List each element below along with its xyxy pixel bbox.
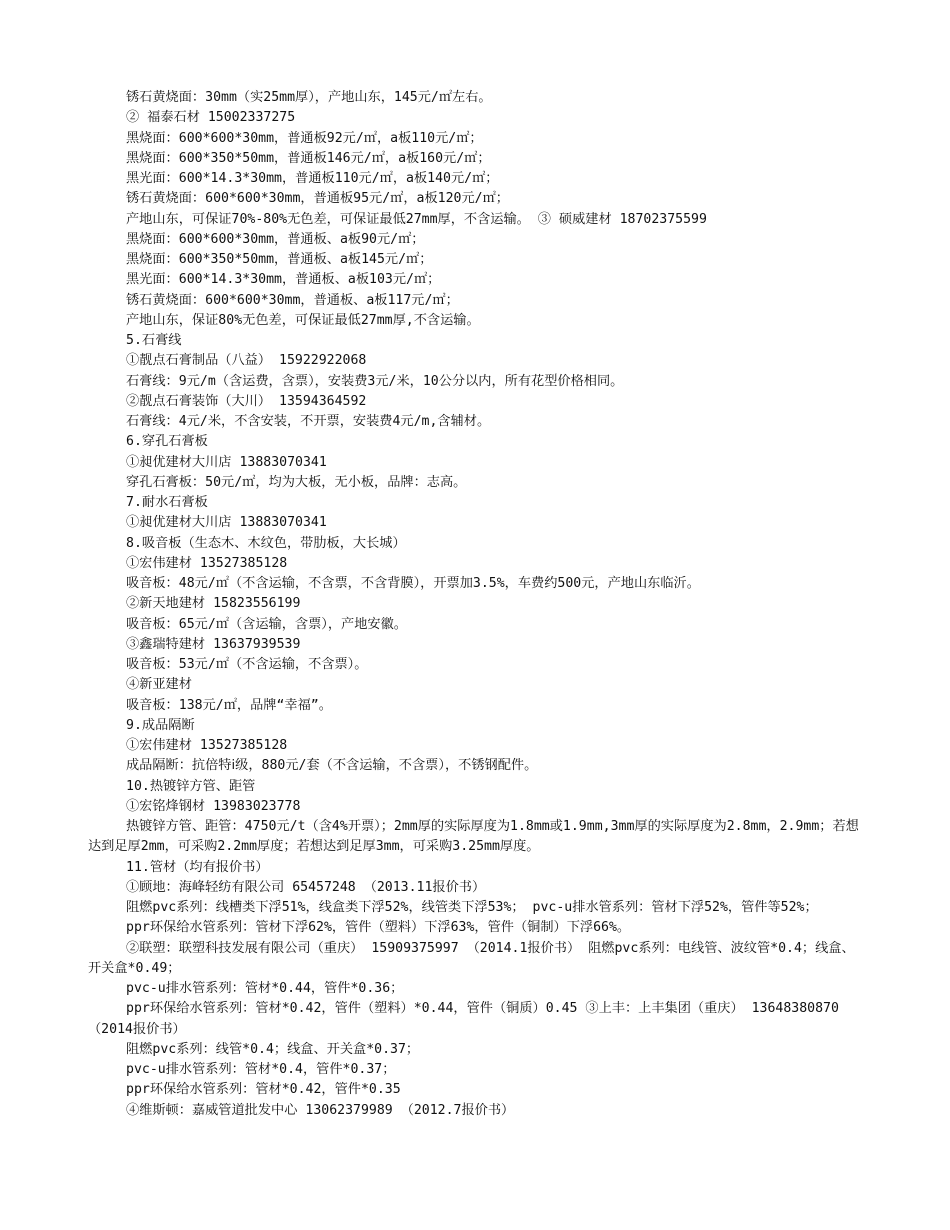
text-line: ①宏伟建材 13527385128 <box>126 555 288 571</box>
text-line: ①宏伟建材 13527385128 <box>126 738 288 753</box>
text-line: 石膏线：4元/米，不含安装，不开票，安装费4元/m,含辅材。 <box>126 414 491 429</box>
text-line: 10.热镀锌方管、距管 <box>126 778 256 794</box>
text-line: ppr环保给水管系列：管材*0.42，管件*0.35 <box>126 1082 401 1098</box>
text-line: ④新亚建材 <box>126 677 192 693</box>
text-line: 黑烧面：600*350*50mm，普通板146元/㎡，a板160元/㎡； <box>126 150 491 166</box>
text-line: pvc-u排水管系列：管材*0.44，管件*0.36； <box>126 981 404 996</box>
text-line: 穿孔石膏板：50元/㎡，均为大板，无小板，品牌：志高。 <box>126 474 467 490</box>
text-line: 锈石黄烧面：600*600*30mm，普通板、a板117元/㎡； <box>126 292 459 308</box>
text-line: 产地山东，保证80%无色差，可保证最低27mm厚,不含运输。 <box>126 312 480 328</box>
text-line: ①昶优建材大川店 13883070341 <box>126 454 327 470</box>
text-line: 吸音板：48元/㎡（不含运输，不含票，不含背膜），开票加3.5%，车费约500元，产地山东临沂。 <box>126 576 700 591</box>
text-line: 6.穿孔石膏板 <box>126 434 208 450</box>
text-line: ② 福泰石材 15002337275 <box>126 110 296 126</box>
text-line: ②联塑：联塑科技发展有限公司（重庆） 15909375997 （2014.1报价书） 阻燃pvc系列：电线管、波纹管*0.4；线盒、开关盒*0.49； <box>88 940 855 976</box>
text-line: 黑烧面：600*600*30mm，普通板、a板90元/㎡； <box>126 231 425 247</box>
text-line: ②新天地建材 15823556199 <box>126 596 301 612</box>
text-line: ①顾地：海峰轻纺有限公司 65457248 （2013.11报价书） <box>126 879 486 895</box>
text-line: ④维斯顿：嘉威管道批发中心 13062379989 （2012.7报价书） <box>126 1102 515 1118</box>
text-line: 黑光面：600*14.3*30mm，普通板110元/㎡，a板140元/㎡； <box>126 171 499 186</box>
text-line: 11.管材（均有报价书） <box>126 859 269 875</box>
text-line: 石膏线：9元/m（含运费，含票），安装费3元/米，10公分以内，所有花型价格相同。 <box>126 373 624 389</box>
text-line: 黑烧面：600*600*30mm，普通板92元/㎡，a板110元/㎡； <box>126 130 483 146</box>
text-line: ppr环保给水管系列：管材*0.42，管件（塑料）*0.44，管件（铜质）0.45 ③上丰：上丰集团（重庆） 13648380870 （2014报价书） <box>88 1001 839 1037</box>
text-line: ①靓点石膏制品（八益） 15922922068 <box>126 353 367 369</box>
text-line: 7.耐水石膏板 <box>126 495 208 510</box>
text-line: pvc-u排水管系列：管材*0.4，管件*0.37； <box>126 1062 396 1077</box>
text-line: 吸音板：138元/㎡，品牌“幸福”。 <box>126 697 332 713</box>
text-line: ③鑫瑞特建材 13637939539 <box>126 636 301 652</box>
text-line: ①宏铭烽钢材 13983023778 <box>126 798 301 814</box>
text-line: 5.石膏线 <box>126 333 182 348</box>
text-line: 吸音板：65元/㎡（含运输，含票），产地安徽。 <box>126 616 407 632</box>
text-line: 锈石黄烧面：600*600*30mm，普通板95元/㎡，a板120元/㎡； <box>126 191 509 207</box>
text-line: 黑光面：600*14.3*30mm，普通板、a板103元/㎡； <box>126 272 441 288</box>
text-line: ppr环保给水管系列：管材下浮62%，管件（塑料）下浮63%，管件（铜制）下浮66%。 <box>126 920 631 936</box>
text-line: 8.吸音板（生态木、木纹色，带肋板，大长城） <box>126 535 406 551</box>
text-line: 阻燃pvc系列：线槽类下浮51%，线盒类下浮52%，线管类下浮53%； pvc-u排水管系列：管材下浮52%，管件等52%； <box>126 900 818 915</box>
text-line: 9.成品隔断 <box>126 717 195 733</box>
text-line: 锈石黄烧面：30mm（实25mm厚），产地山东，145元/㎡左右。 <box>126 90 492 105</box>
text-line: 黑烧面：600*350*50mm，普通板、a板145元/㎡； <box>126 252 433 267</box>
text-line: 阻燃pvc系列：线管*0.4；线盒、开关盒*0.37； <box>126 1041 420 1057</box>
text-line: ①昶优建材大川店 13883070341 <box>126 515 327 531</box>
text-line: 吸音板：53元/㎡（不含运输，不含票）。 <box>126 657 368 672</box>
text-line: ②靓点石膏装饰（大川） 13594364592 <box>126 393 367 409</box>
text-line: 产地山东，可保证70%-80%无色差，可保证最低27mm厚，不含运输。 ③ 硕威建材 18702375599 <box>126 211 707 227</box>
text-line: 热镀锌方管、距管：4750元/t（含4%开票）；2mm厚的实际厚度为1.8mm或1.9mm,3mm厚的实际厚度为2.8mm，2.9mm；若想达到足厚2mm，可采购2.2mm厚度；若想达到足厚3mm，可采购3.25mm厚度。 <box>88 819 859 855</box>
text-line: 成品隔断：抗倍特ⅰ级，880元/套（不含运输，不含票），不锈钢配件。 <box>126 758 538 774</box>
